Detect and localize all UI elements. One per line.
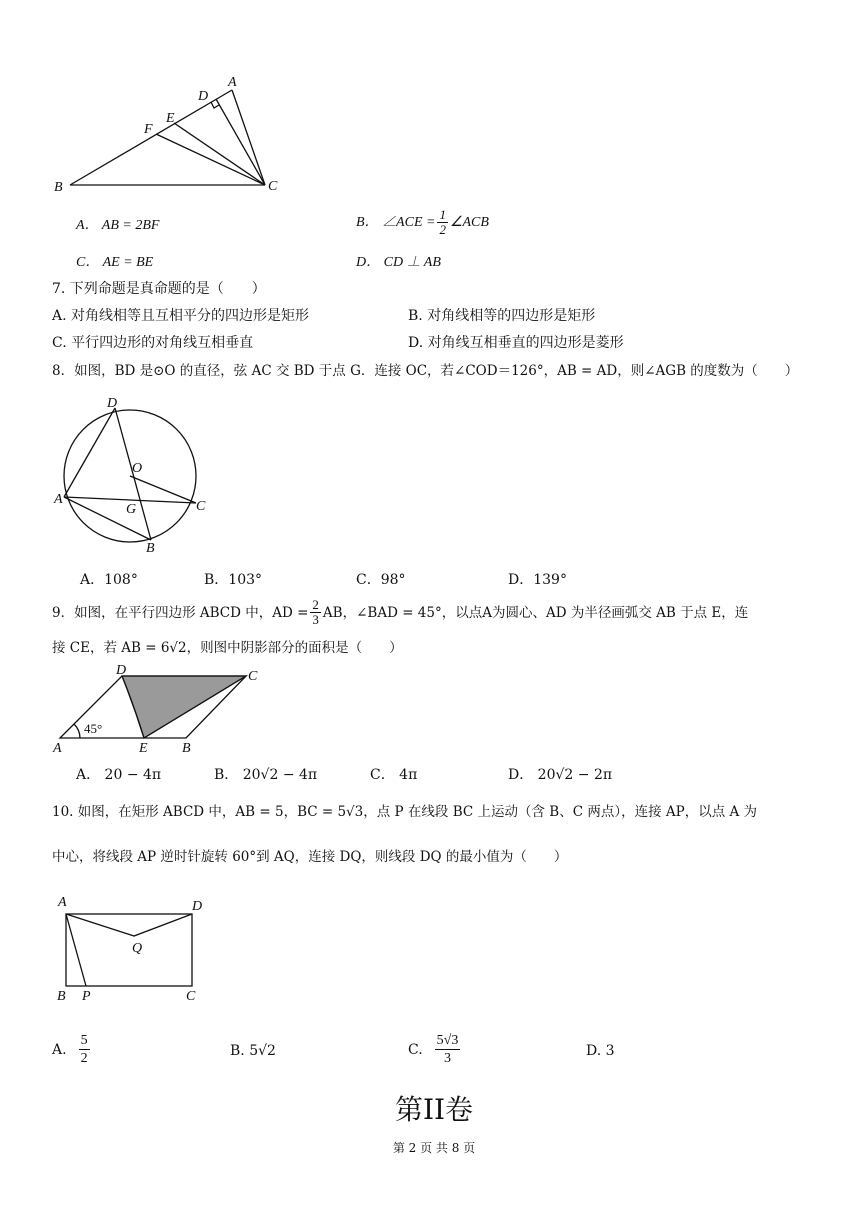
q7-option-a: A. 对角线相等且互相平分的四边形是矩形 — [52, 308, 310, 324]
q8-label-G: G — [126, 502, 137, 517]
q10-option-b: B. 5√2 — [230, 1043, 276, 1059]
section-title: 第II卷 — [394, 1093, 474, 1126]
q8-option-a: A．108° — [80, 572, 138, 588]
q10-stem-line2: 中心，将线段 AP 逆时针旋转 60°到 AQ，连接 DQ，则线段 DQ 的最小值为（ ） — [52, 849, 568, 865]
q7-option-b: B. 对角线相等的四边形是矩形 — [408, 308, 596, 324]
q9-figure — [50, 662, 270, 758]
q6-option-b-num: 1 — [439, 207, 446, 222]
q10-option-c — [408, 1032, 462, 1067]
q8-option-d: D．139° — [508, 572, 567, 588]
q8-stem: 8．如图，BD 是⊙O 的直径，弦 AC 交 BD 于点 G．连接 OC，若∠COD＝126°，AB = AD，则∠AGB 的度数为（ ） — [52, 363, 799, 379]
q10-option-a — [52, 1032, 92, 1067]
q10-option-a-prefix: A. — [52, 1041, 67, 1058]
q10-figure — [50, 890, 220, 1006]
q9-option-c: C． 4π — [370, 767, 418, 783]
q9-option-d: D． 20√2 − 2π — [508, 767, 613, 783]
q6-label-B: B — [54, 180, 63, 195]
q10-label-P: P — [82, 989, 91, 1004]
q9-stem-line2: 接 CE，若 AB = 6√2，则图中阴影部分的面积是（ ） — [52, 640, 403, 656]
page-footer: 第 2 页 共 8 页 — [392, 1141, 476, 1155]
q8-label-C: C — [196, 499, 206, 514]
q10-option-c-fraction — [435, 1032, 461, 1067]
q10-option-a-fraction — [79, 1032, 90, 1067]
q10-label-A: A — [58, 895, 67, 910]
q8-option-b: B．103° — [204, 572, 263, 588]
q7-option-d: D. 对角线互相垂直的四边形是菱形 — [408, 335, 624, 351]
q9-stem-fraction — [310, 598, 321, 627]
q8-label-O: O — [132, 461, 143, 476]
q9-option-a: A． 20 − 4π — [76, 767, 162, 783]
q9-label-A: A — [53, 741, 62, 756]
q6-option-b-den: 2 — [439, 222, 446, 237]
q9-stem-part2: AB，∠BAD = 45°，以点A为圆心、AD 为半径画弧交 AB 于点 E，连 — [322, 604, 749, 621]
q9-frac-den: 3 — [312, 612, 319, 627]
q6-option-a: A． AB = 2BF — [76, 218, 160, 233]
q9-label-E: E — [139, 741, 148, 756]
q6-label-F: F — [144, 122, 153, 137]
q7-option-c: C. 平行四边形的对角线互相垂直 — [52, 335, 254, 351]
q6-label-A: A — [228, 75, 237, 90]
q6-option-c: C． AE = BE — [76, 255, 154, 270]
q8-label-B: B — [146, 541, 155, 556]
q9-label-B: B — [182, 741, 191, 756]
q6-label-E: E — [166, 111, 175, 126]
q6-option-b-suffix: ∠ACB — [449, 214, 489, 230]
q9-label-angle: 45° — [84, 721, 103, 736]
q10-option-c-num: 5√3 — [436, 1033, 459, 1048]
q9-frac-num: 2 — [312, 597, 319, 612]
q6-option-d: D． CD ⊥ AB — [356, 255, 441, 270]
q6-figure — [50, 70, 300, 200]
q10-option-a-num: 5 — [80, 1033, 88, 1048]
q10-label-Q: Q — [132, 941, 143, 956]
q9-stem-line1 — [52, 598, 748, 627]
q7-stem: 7. 下列命题是真命题的是（ ） — [52, 281, 266, 297]
q6-option-b-prefix: B． ∠ACE = — [356, 214, 436, 230]
q8-figure — [50, 392, 220, 557]
q6-option-b — [356, 208, 489, 237]
q9-label-C: C — [248, 669, 258, 684]
q8-label-A: A — [54, 492, 63, 507]
q10-option-c-den: 3 — [444, 1051, 452, 1066]
q8-option-c: C．98° — [356, 572, 406, 588]
q8-label-D: D — [107, 396, 118, 411]
q10-stem-line1: 10. 如图，在矩形 ABCD 中，AB = 5，BC = 5√3，点 P 在线段 BC 上运动（含 B、C 两点），连接 AP，以点 A 为 — [52, 804, 758, 820]
q10-option-d: D. 3 — [586, 1043, 615, 1059]
q9-label-D: D — [116, 663, 127, 678]
q6-option-b-fraction — [437, 208, 448, 237]
q6-label-D: D — [198, 89, 209, 104]
q10-option-a-den: 2 — [80, 1051, 88, 1066]
q6-label-C: C — [268, 179, 278, 194]
q9-stem-part1: 9．如图，在平行四边形 ABCD 中，AD = — [52, 604, 309, 621]
q10-label-B: B — [57, 989, 66, 1004]
q10-label-C: C — [186, 989, 196, 1004]
q9-option-b: B． 20√2 − 4π — [214, 767, 318, 783]
q10-label-D: D — [192, 899, 203, 914]
q10-option-c-prefix: C. — [408, 1041, 423, 1058]
